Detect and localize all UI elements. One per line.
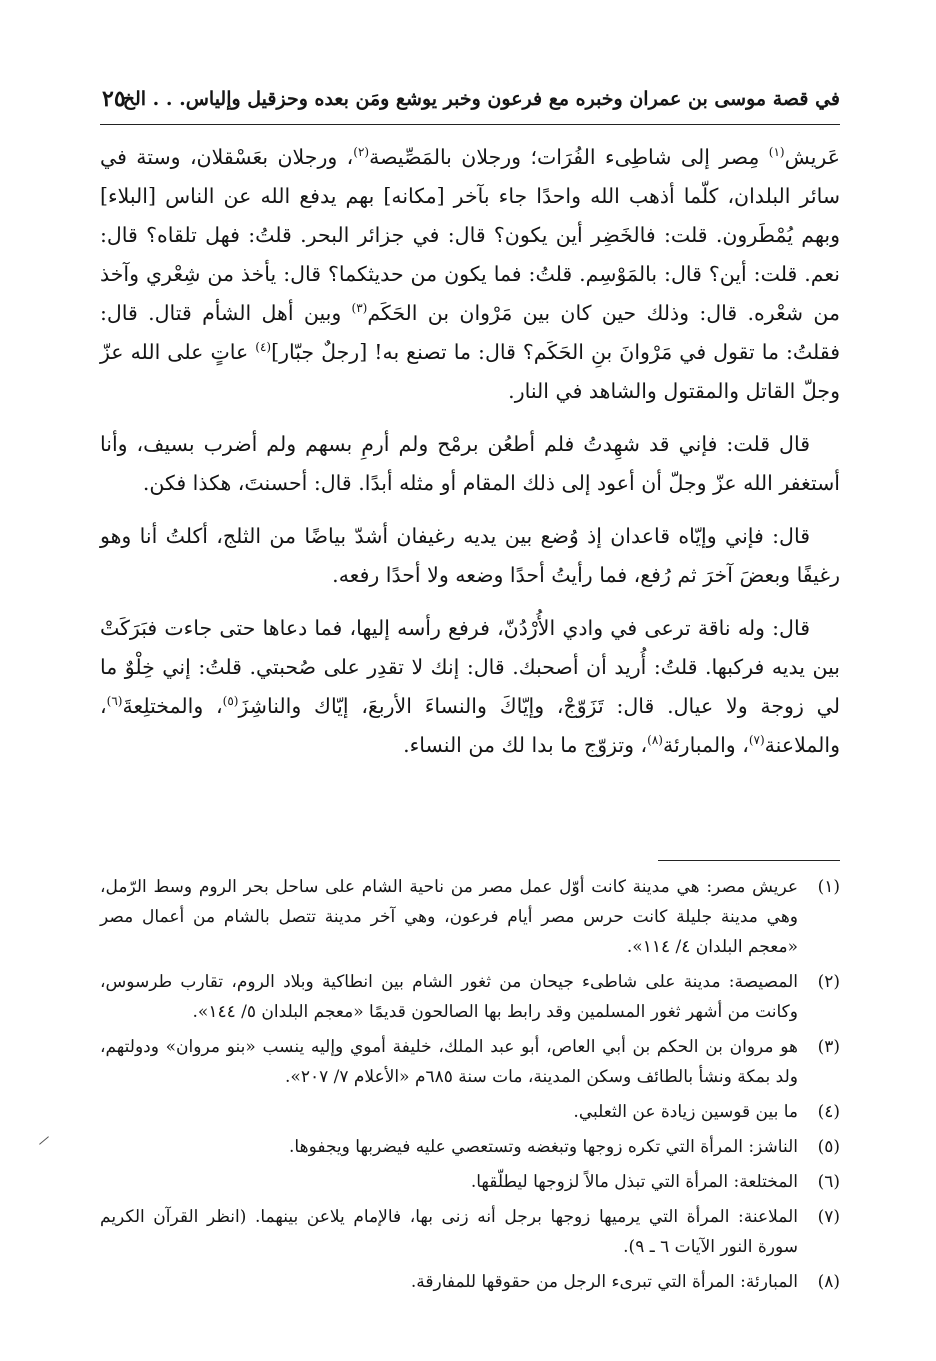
footnote-number: (٦) xyxy=(817,1172,840,1192)
text-run: ، وتزوّج ما بدا لك من النساء. xyxy=(403,733,648,757)
footnote-marker: (١) xyxy=(768,145,785,159)
footnote-text: المصيصة: مدينة على شاطىء جيحان من ثغور الشام بين انطاكية وبلاد الروم، تقارب طرسوس، وكانت من أشهر ثغور المسلمين وقد رابط بها الصالحون قديمًا «معجم البلدان ٥/ ١٤٤». xyxy=(100,972,798,1022)
footnote-item xyxy=(100,1202,840,1262)
body-paragraph xyxy=(100,517,840,595)
text-run: قال قلت: فإني قد شهِدتُ فلم أطعُن برمْح ولم أرمِ بسهم ولم أضرب بسيف، وأنا أستغفر الله عزّ وجلّ أن أعود إلى ذلك المقام أو مثله أبدًا. قال: أحسنتَ، هكذا فكن. xyxy=(100,432,840,495)
footnote-marker: (٧) xyxy=(748,733,765,747)
footnote-marker: (٢) xyxy=(353,145,370,159)
text-run: وبين أهل الشأم قتال. قال: فقلتُ: ما تقول في مَرْوانَ بنِ الحَكَم؟ قال: ما تصنع به! [رجلٌ جبّار] xyxy=(100,301,840,364)
footnote-number: (٢) xyxy=(817,972,840,992)
footnotes xyxy=(100,872,840,1302)
text-run: عَريش xyxy=(784,145,840,169)
footnote-marker: (٥) xyxy=(222,694,239,708)
footnote-item xyxy=(100,872,840,962)
text-run: مِصر إلى شاطِىء الفُرَات؛ ورجلان بالمَصِّيصة xyxy=(369,145,769,169)
text-run: ، والمبارئة xyxy=(662,733,749,757)
footnote-text: المختلعة: المرأة التي تبذل مالاً لزوجها ليطلّقها. xyxy=(470,1172,798,1192)
text-run: ، والمختلِعةَ xyxy=(122,694,223,718)
footnote-text: ما بين قوسين زيادة عن الثعلبي. xyxy=(573,1102,798,1122)
footnote-text: الملاعنة: المرأة التي يرميها زوجها برجل أنه زنى بها، فالإمام يلاعن بينهما. (انظر القرآن الكريم سورة النور الآيات ٦ ـ ٩). xyxy=(100,1207,798,1257)
footnote-text: المبارئة: المرأة التي تبرىء الرجل من حقوقها للمفارقة. xyxy=(410,1272,798,1292)
footnote-marker: (٨) xyxy=(647,733,663,747)
footnote-number: (٧) xyxy=(817,1207,840,1227)
footnote-marker: (٣) xyxy=(351,301,368,315)
footnote-item xyxy=(100,1097,840,1127)
footnote-item xyxy=(100,1167,840,1197)
footnote-marker: (٤) xyxy=(255,340,272,354)
footnote-text: هو مروان بن الحكم بن أبي العاص، أبو عبد الملك، خليفة أموي وإليه ينسب «بنو مروان» ودولتهم، ولد بمكة ونشأ بالطائف وسكن المدينة، مات سنة ٦٨٥م «الأعلام ٧/ ٢٠٧». xyxy=(100,1037,798,1087)
text-run: ، ورجلان بعَسْقلان، وستة في سائر البلدان، كلّما أذهب الله واحدًا جاء بآخر [مكانه] بهم يدفع الله عن الناس [البلاء] وبهم يُمْطَرون. قلت: فالخَضِر أين يكون؟ قال: في جزائر البحر. قلتُ: فهل تلقاه؟ قال: نعم. قلت: أين؟ قال: بالمَوْسِم. قلتُ: فما يكون من حديثكما؟ قال: يأخذ من شِعْري وآخذ من شعْره. قال: وذلك حين كان بين مَرْوان بن الحَكَم xyxy=(100,145,840,325)
footnote-item xyxy=(100,1132,840,1162)
footnote-number: (١) xyxy=(817,877,840,897)
page-number: ٢٥ xyxy=(102,86,126,112)
footnote-item xyxy=(100,967,840,1027)
footnote-marker: (٦) xyxy=(106,694,123,708)
body-paragraph xyxy=(100,425,840,503)
footnote-number: (٥) xyxy=(817,1137,840,1157)
footnote-item xyxy=(100,1032,840,1092)
footnote-item xyxy=(100,1267,840,1297)
footnote-number: (٣) xyxy=(817,1037,840,1057)
footnote-text: عريش مصر: هي مدينة كانت أوّل عمل مصر من ناحية الشام على ساحل بحر الروم وسط الرّمل، وهي مدينة جليلة كانت حرس مصر أيام فرعون، وهي آخر مدينة تتصل بالشام من أعمال مصر «معجم البلدان ٤/ ١١٤». xyxy=(100,877,798,957)
main-text xyxy=(100,138,840,765)
footnote-number: (٨) xyxy=(817,1272,840,1292)
body-paragraph xyxy=(100,609,840,765)
footnote-text: الناشز: المرأة التي تكره زوجها وتبغضه وتستعصي عليه فيضربها ويجفوها. xyxy=(289,1137,798,1157)
text-run: عاتٍ على الله عزّ وجلّ القاتل والمقتول والشاهد في النار. xyxy=(100,340,840,403)
text-run: قال: فإني وإيّاه قاعدان إذ وُضع بين يديه رغيفان أشدّ بياضًا من الثلج، أكلتُ أنا وهو رغيفًا وبعضَ آخرَ ثم رُفع، فما رأيتُ أحدًا وضعه ولا أحدًا رفعه. xyxy=(100,524,840,587)
margin-pen-mark xyxy=(39,1136,49,1144)
text-run: ، والملاعنة xyxy=(100,694,840,757)
running-title: في قصة موسى بن عمران وخبره مع فرعون وخبر يوشع ومَن بعده وحزقيل وإلياس. . . الخ xyxy=(122,88,840,110)
footnote-number: (٤) xyxy=(817,1102,840,1122)
body-paragraph xyxy=(100,138,840,411)
text-run: قال: وله ناقة ترعى في وادي الأُرْدُنّ، فرفع رأسه إليها، فما دعاها حتى جاءت فبَرَكَتْ بين يديه فركبها. قلتُ: أُريد أن أصحبك. قال: إنك لا تقدِر على صُحبتي. قلتُ: إني خِلْوٌ ما لي زوجة ولا عيال. قال: تَزَوّجْ، وإيّاكَ والنساءَ الأربعَ، إيّاك والناشِزَ xyxy=(100,616,840,718)
page-header xyxy=(100,84,840,125)
footnote-separator xyxy=(658,860,840,861)
